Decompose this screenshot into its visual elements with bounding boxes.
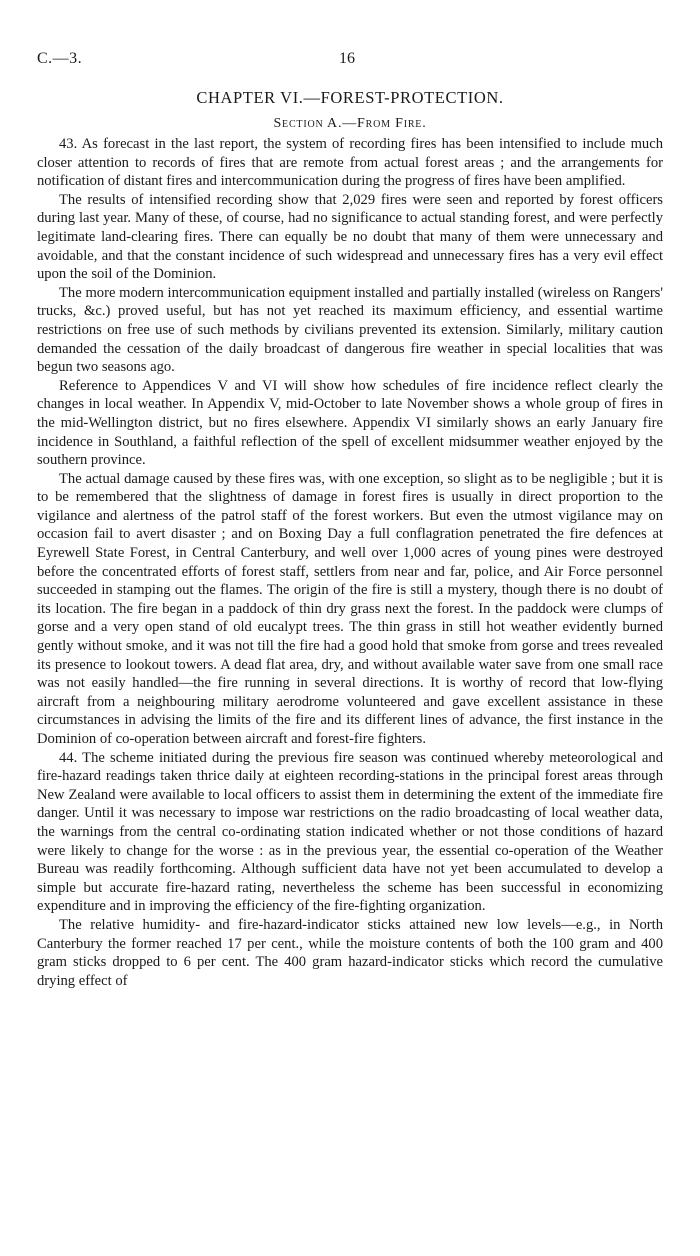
document-reference: C.—3. [37,50,83,67]
paragraph: The relative humidity- and fire-hazard-indicator sticks attained new low levels—e.g., in North Canterbury the former reached 17 per cent., while the moisture contents of both the 100 gram and 400 gram sticks dropped to 6 per cent. The 400 gram hazard-indicator sticks which record the cumulative drying effect of [37,916,663,989]
paragraph: The more modern intercommunication equipment installed and partially installed (wireless on Rangers' trucks, &c.) proved useful, but has not yet reached its maximum efficiency, and essential wartime restrictions on free use of such methods by civilians prevented its extension. Similarly, military caution demanded the cessation of the daily broadcast of dangerous fire weather in special localities that was begun two seasons ago. [37,284,663,376]
section-title: Section A.—From Fire. [273,116,427,131]
paragraph: The actual damage caused by these fires was, with one exception, so slight as to be negligible ; but it is to be remembered that the slightness of damage in forest fires is usually in direct proportion to the vigilance and alertness of the patrol staff of the forest workers. But even the utmost vigilance may on occasion fail to avert disaster ; and on Boxing Day a full conflagration penetrated the fire defences at Eyrewell State Forest, in Central Canterbury, and well over 1,000 acres of young pines were destroyed before the concentrated efforts of forest staff, settlers from near and far, police, and Air Force personnel succeeded in stamping out the flames. The origin of the fire is still a mystery, though there is no doubt of its location. The fire began in a paddock of thin dry grass next the forest. In the paddock were clumps of gorse and a very open stand of old eucalypt trees. The thin grass in still hot weather evidently burned gently without smoke, and it was not till the fire had a good hold that smoke from gorse and trees revealed its presence to lookout towers. A dead flat area, dry, and without available water save from one small race was not easily handled—the fire running in several directions. It is worthy of record that low-flying aircraft from a neighbouring military aerodrome volunteered and gave excellent assistance in these circumstances in advising the limits of the fire and its different lines of advance, the first instance in the Dominion of co-operation between aircraft and forest-fire fighters. [37,470,663,747]
body-text [37,135,663,990]
paragraph: Reference to Appendices V and VI will show how schedules of fire incidence reflect clearly the changes in local weather. In Appendix V, mid-October to late November shows a whole group of fires in the mid-Wellington district, but no fires elsewhere. Appendix VI similarly shows an early January fire incidence in Southland, a faithful reflection of the spell of excellent midsummer weather enjoyed by the southern province. [37,377,663,469]
paragraph: 44. The scheme initiated during the previous fire season was continued whereby meteorological and fire-hazard readings taken thrice daily at eighteen recording-stations in the principal forest areas through New Zealand were available to local officers to assist them in determining the extent of the immediate fire danger. Until it was necessary to impose war restrictions on the radio broadcasting of local weather data, the warnings from the central co-ordinating station indicated whether or not those conditions of hazard were likely to change for the worse : as in the previous year, the essential co-operation of the Weather Bureau was readily forthcoming. Although sufficient data have not yet been accumulated to develop a simple but accurate fire-hazard rating, nevertheless the scheme has been successful in economizing expenditure and in improving the efficiency of the fire-fighting organization. [37,749,663,915]
paragraph: 43. As forecast in the last report, the system of recording fires has been intensified to include much closer attention to records of fires that are remote from actual forest areas ; and the arrangements for notification of distant fires and intercommunication during the progress of fires have been amplified. [37,136,663,190]
page-number: 16 [339,50,355,67]
paragraph: The results of intensified recording show that 2,029 fires were seen and reported by forest officers during last year. Many of these, of course, had no significance to actual standing forest, and were perfectly legitimate land-clearing fires. There can equally be no doubt that many of them were unnecessary and avoidable, and that the constant incidence of such widespread and unnecessary fires has a very evil effect upon the soil of the Dominion. [37,191,663,283]
chapter-title: CHAPTER VI.—FOREST-PROTECTION. [196,88,504,107]
